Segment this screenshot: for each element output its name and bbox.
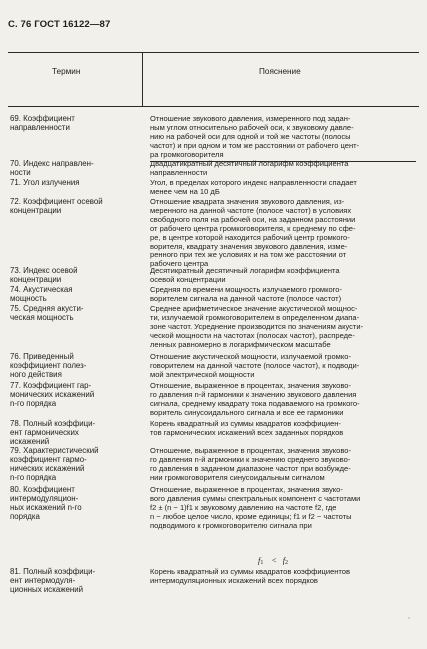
term-73: 73. Индекс осевой концентрации [10, 266, 78, 284]
term-70: 70. Индекс направлен- ности [10, 159, 94, 177]
table-top-rule [8, 52, 419, 53]
definition-74: Средняя по времени мощность излучаемого громкого- ворителем сигнала на данной частоте (полосе частот) [150, 285, 342, 303]
term-77: 77. Коэффициент гар- монических искажений n-го порядка [10, 381, 95, 408]
definition-79: Отношение, выраженное в процентах, значения звуково- го давления n-й агрмоники к значению среднего звуково- го давления в заданном диапазоне частот при возбужде- нии громкоговорителя синусоидальным сигналом [150, 446, 351, 482]
term-69: 69. Коэффициент направленности [10, 114, 75, 132]
column-header-term: Термин [52, 67, 81, 76]
definition-75: Среднее арифметическое значение акустической мощнос- ти, излучаемой громкоговорителем в определенном диапа- зоне частот. Усреднение производится по значениям акусти- ческой мощности на частотах (полосах частот), распреде- ленных равномерно в логарифмическом масштабе [150, 304, 364, 349]
term-71: 71. Угол излучения [10, 178, 80, 187]
table-header-rule [8, 106, 419, 107]
frequency-inequality: f1 < f2 [258, 556, 289, 566]
term-80: 80. Коэффициент интермодуляцион- ных искажений n-го порядка [10, 485, 82, 521]
term-72: 72. Коэффициент осевой концентрации [10, 197, 103, 215]
term-79: 79. Характеристический коэффициент гармо- нических искажений n-го порядка [10, 446, 99, 482]
table-column-divider [142, 52, 143, 106]
margin-mark: ˆ [408, 618, 410, 624]
page-header: С. 76 ГОСТ 16122—87 [8, 19, 111, 30]
definition-80: Отношение, выраженное в процентах, значения звуко- вого давления суммы спектральных компонент с частотами f2 ± (n − 1)f1 к звуковому давлению на частоте f2, где n − любое целое число, кроме единицы; f1 и f2 − частоты подводимого к громкоговорителю сигнала при [150, 485, 361, 530]
definition-73: Десятикратный десятичный логарифм коэффициента осевой концентрации [150, 266, 340, 284]
definition-71: Угол, в пределах которого индекс направленности спадает менее чем на 10 дБ [150, 178, 357, 196]
term-81: 81. Полный коэффици- ент интермодуля- ционных искажений [10, 567, 96, 594]
term-76: 76. Приведенный коэффициент полез- ного действия [10, 352, 87, 379]
definition-77: Отношение, выраженное в процентах, значения звуково- го давления n-й гармоники к значению звукового давления сигнала, среднему квадрату тока подаваемого на громкого- воритель синусоидального сигнала и все ее гармоники [150, 381, 360, 417]
term-75: 75. Средняя акусти- ческая мощность [10, 304, 84, 322]
column-header-definition: Пояснение [259, 67, 301, 76]
term-74: 74. Акустическая мощность [10, 285, 73, 303]
definition-78: Корень квадратный из суммы квадратов коэффициен- тов гармонических искажений всех заданных порядков [150, 419, 344, 437]
term-78: 78. Полный коэффици- ент гармонических искажений [10, 419, 96, 446]
definition-70: Двадцатикратный десятичный логарифм коэффициента направленности [150, 159, 349, 177]
definition-72: Отношение квадрата значения звукового давления, из- меренного на данной частоте (полосе частот) в условиях свободного поля на рабочей оси, на заданном расстоянии от рабочего центра громкоговорителя, к среднему по сфе- ре, в центре которой находится рабочий центр громкого- ворителя, квадрату значения звукового давления, изме- ренного при тех же условиях и на том же расстоянии от рабочего центра [150, 197, 356, 269]
definition-69: Отношение звукового давления, измеренного под задан- ным углом относительно рабочей оси, к звуковому давле- нию на рабочей оси для одной и той же частоты (полосы частот) и при одном и том же расстоянии от рабочего цент- ра громкоговорителя [150, 115, 416, 162]
definition-76: Отношение акустической мощности, излучаемой громко- говорителем на данной частоте (полосе частот), к подводи- мой электрической мощности [150, 352, 360, 379]
definition-81: Корень квадратный из суммы квадратов коэффициентов интермодуляционных искажений всех порядков [150, 567, 351, 585]
